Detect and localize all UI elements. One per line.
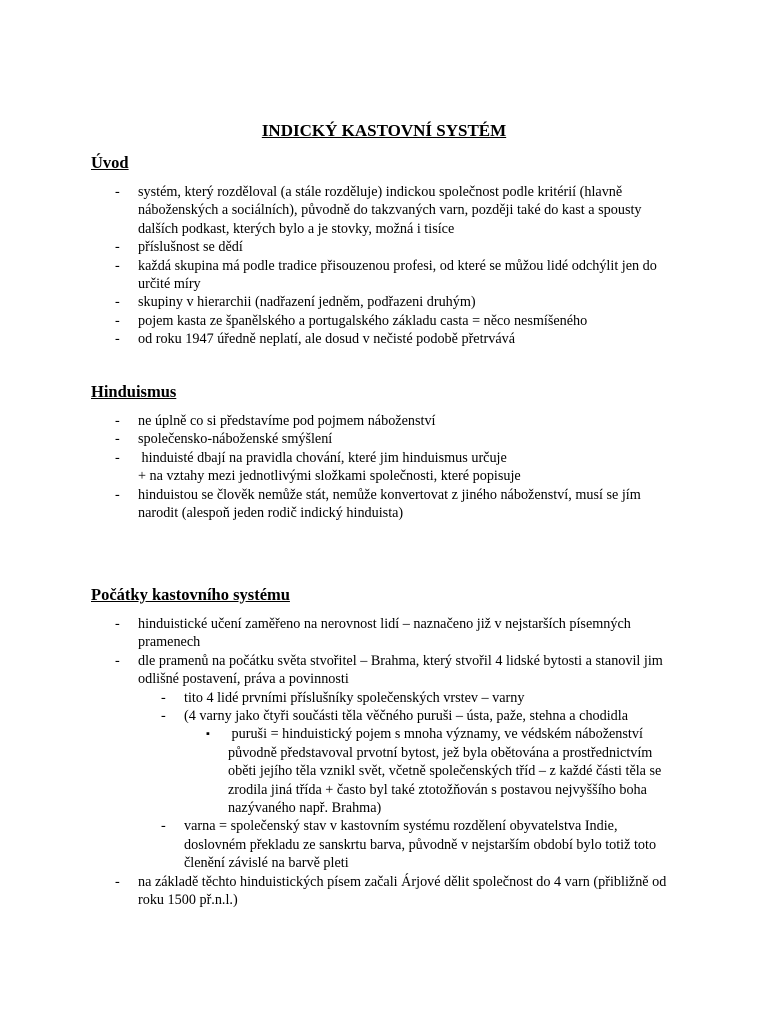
list-item-text: - dle pramenů na počátku světa stvořitel – Brahma, který stvořil 4 lidské bytosti a stanovil jim odlišné postavení, práva a povinnosti [138,652,663,688]
subsublist-item: ▪ puruši = hinduistický pojem s mnoha významy, ve védském náboženství původně představoval prvotní bytost, jež byla obětována a prostřednictvím oběti jejího těla vznikl svět, včetně společenských tříd – z každé části těla se zrodila jiná třída + často byl také ztotožňován s postavou nejvyššího boha nazývaného např. Brahma) [228,725,683,817]
subsublist [228,725,683,817]
list-item [138,652,683,873]
sublist-item: - tito 4 lidé prvními příslušníky společenských vrstev – varny [184,689,683,707]
list-uvod [138,183,683,349]
list-item: - příslušnost se dědí [138,238,683,256]
list-item: - pojem kasta ze španělského a portugalského základu casta = něco nesmíšeného [138,312,683,330]
list-item: - od roku 1947 úředně neplatí, ale dosud v nečisté podobě přetrvává [138,330,683,348]
list-pocatky [138,615,683,910]
list-item: - ne úplně co si představíme pod pojmem náboženství [138,412,683,430]
sublist-item-text: - (4 varny jako čtyři součásti těla věčného puruši – ústa, paže, stehna a chodidla [184,708,628,725]
document-title: INDICKÝ KASTOVNÍ SYSTÉM [261,121,507,140]
sublist-item [184,707,683,817]
list-item-continuation: + na vztahy mezi jednotlivými složkami společnosti, které popisuje [138,468,521,485]
list-hinduismus [138,412,683,522]
list-item: - skupiny v hierarchii (nadřazení jedněm, podřazeni druhým) [138,293,683,311]
heading-hinduismus: Hinduismus [91,382,177,401]
sublist [184,689,683,873]
list-item: - hinduistou se člověk nemůže stát, nemůže konvertovat z jiného náboženství, musí se jím narodit (alespoň jeden rodič indický hinduista) [138,486,683,523]
heading-uvod: Úvod [91,153,129,172]
list-item: - hinduisté dbají na pravidla chování, které jim hinduismus určuje [138,449,683,467]
list-item: - společensko-náboženské smýšlení [138,430,683,448]
list-item: - systém, který rozděloval (a stále rozděluje) indickou společnost podle kritérií (hlavně náboženských a sociálních), původně do takzvaných varn, později také do kast a spousty dalších podkast, kterých bylo a je stovky, možná i tisíce [138,183,683,238]
list-item: - hinduistické učení zaměřeno na nerovnost lidí – naznačeno již v nejstarších písemných pramenech [138,615,683,652]
list-item: - každá skupina má podle tradice přisouzenou profesi, od které se můžou lidé odchýlit jen do určité míry [138,257,683,294]
sublist-item: - varna = společenský stav v kastovním systému rozdělení obyvatelstva Indie, doslovném překladu ze sanskrtu barva, původně v nejstarším období bylo totiž toto členění závislé na barvě pleti [184,817,683,872]
list-item: - na základě těchto hinduistických písem začali Árjové dělit společnost do 4 varn (přibližně od roku 1500 př.n.l.) [138,873,683,910]
heading-pocatky: Počátky kastovního systému [91,585,290,604]
